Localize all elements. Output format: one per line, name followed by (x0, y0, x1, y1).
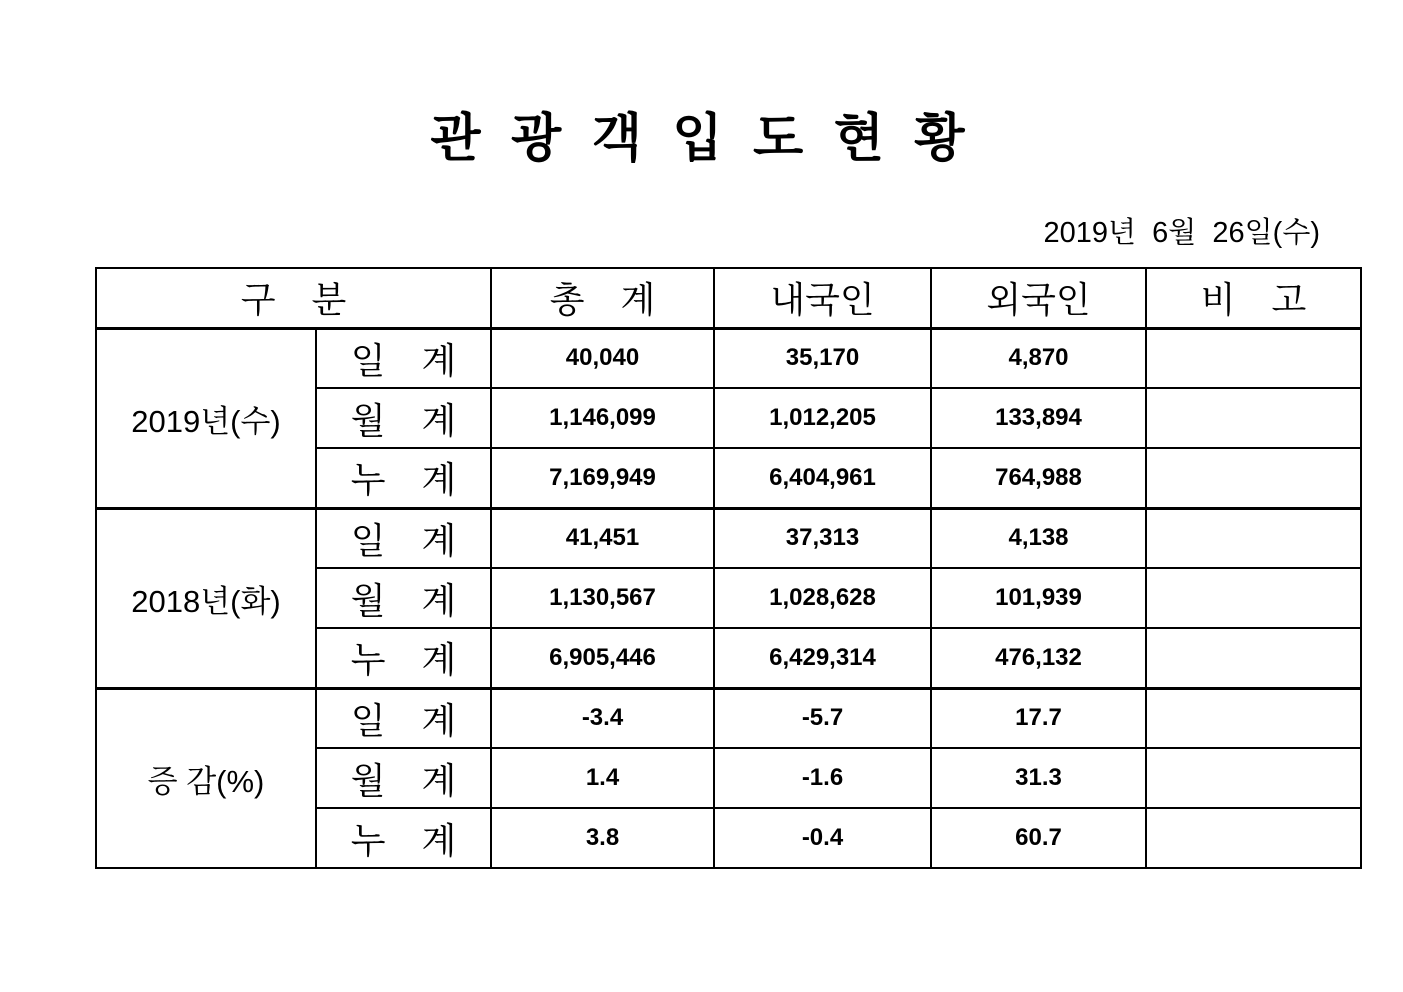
row-label: 월 계 (316, 748, 491, 808)
note-cell (1146, 568, 1361, 628)
report-date: 2019년 6월 26일(수) (1043, 217, 1320, 249)
group-label-2019: 2019년(수) (96, 328, 316, 508)
header-total: 총 계 (491, 268, 714, 328)
domestic-value: 1,012,205 (714, 388, 931, 448)
total-value: 1,130,567 (491, 568, 714, 628)
note-cell (1146, 628, 1361, 688)
table-row (96, 328, 1361, 388)
note-cell (1146, 808, 1361, 868)
foreign-value: 17.7 (931, 688, 1146, 748)
foreign-value: 60.7 (931, 808, 1146, 868)
note-cell (1146, 328, 1361, 388)
note-cell (1146, 748, 1361, 808)
page-title: 관 광 객 입 도 현 황 (430, 110, 973, 168)
foreign-value: 476,132 (931, 628, 1146, 688)
total-value: -3.4 (491, 688, 714, 748)
foreign-value: 4,138 (931, 508, 1146, 568)
note-cell (1146, 448, 1361, 508)
table-row (96, 688, 1361, 748)
row-label: 누 계 (316, 808, 491, 868)
total-value: 6,905,446 (491, 628, 714, 688)
table-row (96, 508, 1361, 568)
row-label: 누 계 (316, 448, 491, 508)
domestic-value: -1.6 (714, 748, 931, 808)
domestic-value: -5.7 (714, 688, 931, 748)
total-value: 1,146,099 (491, 388, 714, 448)
foreign-value: 4,870 (931, 328, 1146, 388)
header-domestic: 내국인 (714, 268, 931, 328)
note-cell (1146, 388, 1361, 448)
group-label-change-pct: 증 감(%) (96, 688, 316, 868)
header-category: 구 분 (96, 268, 491, 328)
foreign-value: 133,894 (931, 388, 1146, 448)
header-foreign: 외국인 (931, 268, 1146, 328)
domestic-value: 1,028,628 (714, 568, 931, 628)
domestic-value: 35,170 (714, 328, 931, 388)
foreign-value: 764,988 (931, 448, 1146, 508)
note-cell (1146, 508, 1361, 568)
note-cell (1146, 688, 1361, 748)
domestic-value: 37,313 (714, 508, 931, 568)
row-label: 일 계 (316, 328, 491, 388)
foreign-value: 101,939 (931, 568, 1146, 628)
domestic-value: 6,429,314 (714, 628, 931, 688)
row-label: 월 계 (316, 568, 491, 628)
total-value: 1.4 (491, 748, 714, 808)
row-label: 월 계 (316, 388, 491, 448)
total-value: 41,451 (491, 508, 714, 568)
row-label: 일 계 (316, 508, 491, 568)
domestic-value: -0.4 (714, 808, 931, 868)
row-label: 일 계 (316, 688, 491, 748)
header-row (96, 268, 1361, 328)
tourist-arrivals-table (95, 267, 1362, 869)
header-note: 비 고 (1146, 268, 1361, 328)
total-value: 40,040 (491, 328, 714, 388)
foreign-value: 31.3 (931, 748, 1146, 808)
domestic-value: 6,404,961 (714, 448, 931, 508)
group-label-2018: 2018년(화) (96, 508, 316, 688)
total-value: 7,169,949 (491, 448, 714, 508)
total-value: 3.8 (491, 808, 714, 868)
row-label: 누 계 (316, 628, 491, 688)
